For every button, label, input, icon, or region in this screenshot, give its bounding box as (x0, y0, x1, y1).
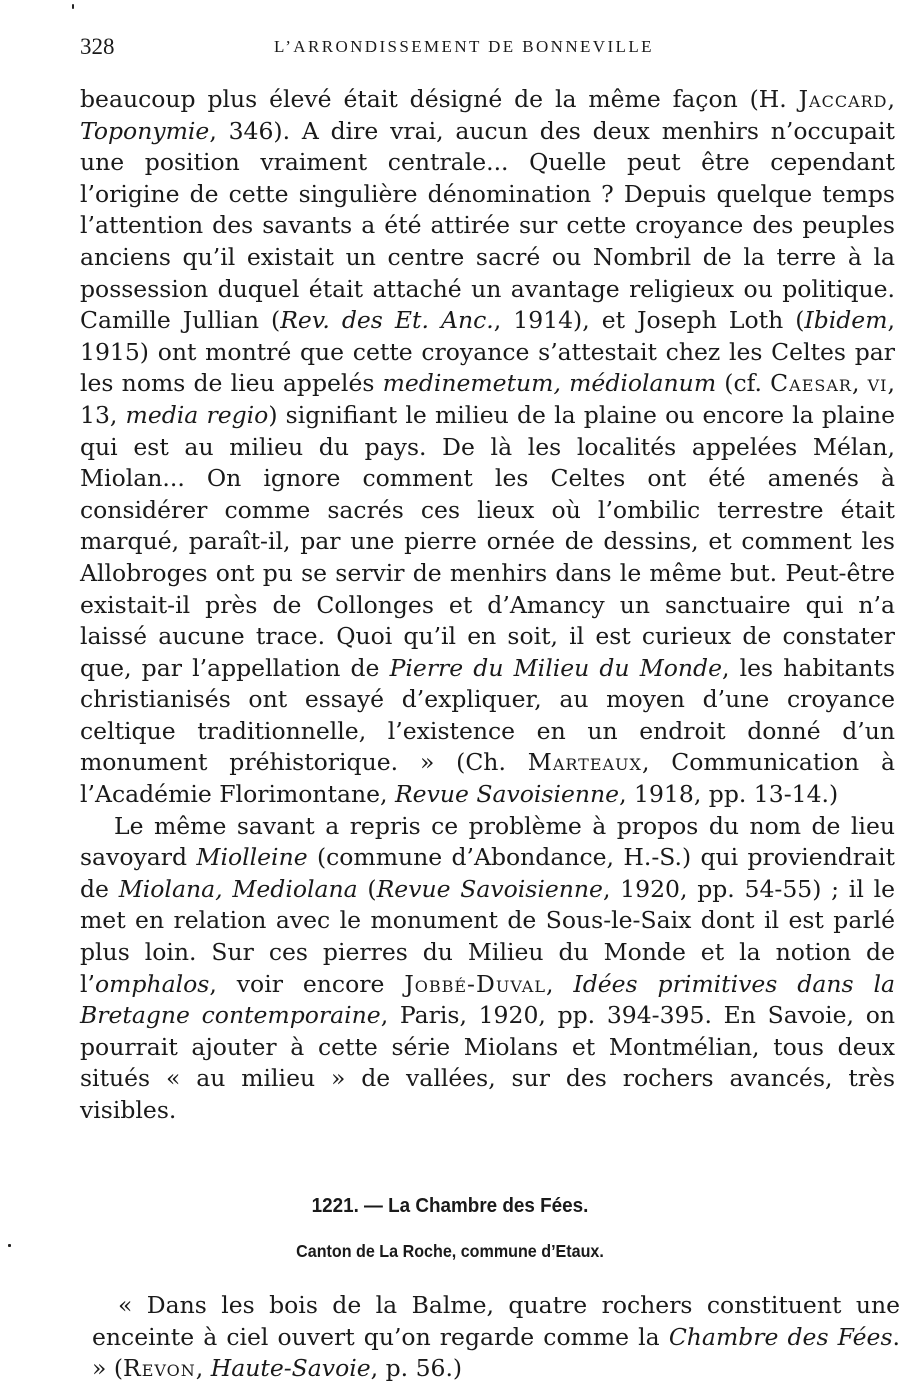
text-run: , p. 56.) (370, 1354, 463, 1383)
journal-title: Revue Savoisienne (376, 874, 603, 903)
paragraph-chambre-des-fees (92, 1290, 900, 1385)
text-run: (cf. (716, 369, 771, 398)
running-head (80, 34, 895, 64)
text-run: , 13, (80, 369, 895, 429)
text-run: , les habitants christianisés ont essayé d’expliquer, au moyen d’une croyance celtique traditionnelle, l’existence en un endroit donné d’un monument préhistorique. » (Ch. (80, 653, 895, 777)
work-title: Idées primitives dans la Bretagne contemporaine (80, 969, 895, 1030)
text-run: beaucoup plus élevé était désigné de la même façon (H. (80, 85, 799, 113)
work-title: Toponymie (80, 116, 210, 145)
text-run: , (545, 969, 574, 998)
place-name: Miolleine (196, 843, 308, 872)
text-run: , 1918, pp. 13-14.) (619, 780, 839, 809)
text-run: , (195, 1354, 211, 1383)
journal-title: Revue Savoisienne (394, 780, 620, 809)
text-run: , 346). A dire vrai, aucun des deux menhirs n’occupait une position vraiment centrale... Quelle peut être cependant l’origine de cette singulière dénomination ? Depuis quelque temps l’attention des savants a été attirée sur cette croyance des peuples anciens qu’il existait un centre sacré ou Nombril de la terre à la possession duquel était attaché un avantage religieux ou politique. Camille Jullian ( (80, 116, 895, 335)
latin-term: Miolana, Mediolana (118, 874, 358, 903)
text-run: , voir encore (209, 969, 405, 998)
scan-speck (8, 1244, 11, 1247)
text-run: , 1915) ont montré que cette croyance s’attestait chez les Celtes par les noms de lieu appelés (80, 306, 895, 398)
text-run: . » ( (92, 1322, 900, 1383)
text-run: , 1914), et Joseph Loth ( (493, 306, 805, 335)
author-name: Caesar (770, 369, 852, 398)
place-name: Chambre des Fées (668, 1322, 893, 1351)
body-text (80, 84, 895, 1127)
work-title: Haute-Savoie (210, 1354, 371, 1383)
quote-text (92, 1290, 900, 1385)
text-run: , Communication à l’Académie Florimontane, (80, 748, 895, 809)
book-number: vi (867, 369, 888, 398)
text-run: , Paris, 1920, pp. 394-395. En Savoie, on pourrait ajouter à cette série Miolans et Montmélian, tous deux situés « au milieu » de vallées, sur des rochers avancés, très visibles. (80, 1001, 895, 1124)
author-name: Jobbé-Duval (404, 969, 546, 998)
text-run: , (887, 85, 895, 113)
author-name: Revon (123, 1354, 196, 1383)
scan-speck (72, 4, 74, 9)
text-run: , (851, 369, 868, 398)
running-title: L’ARRONDISSEMENT DE BONNEVILLE (274, 37, 654, 56)
text-run: , 1920, pp. 54-55) ; il le met en relation avec le monument de Sous-le-Saix dont il est parlé plus loin. Sur ces pierres du Milieu du Monde et la notion de l’ (80, 874, 896, 998)
text-run: (commune d’Abondance, H.-S.) qui proviendrait de (80, 843, 895, 903)
text-run: ) signifiant le milieu de la plaine ou encore la plaine qui est au milieu du pays. De là les localités appelées Mélan, Miolan... On ignore comment les Celtes ont été amenés à considérer comme sacrés ces lieux où l’ombilic terrestre était marqué, paraît-il, par une pierre ornée de dessins, et comment les Allobroges ont pu se servir de menhirs dans le même but. Peut-être existait-il près de Collonges et d’Amancy un sanctuaire qui n’a laissé aucune trace. Quoi qu’il en soit, il est curieux de constater que, par l’appellation de (80, 400, 896, 682)
author-name: Jaccard (798, 85, 888, 113)
text-run: Le même savant a repris ce problème à propos du nom de lieu savoyard (80, 811, 895, 872)
reference-term: Ibidem (804, 306, 888, 335)
paragraph-miolleine (80, 811, 895, 1127)
page-number: 328 (80, 34, 115, 59)
text-run: ( (357, 874, 377, 903)
greek-term: omphalos (95, 969, 210, 998)
journal-title: Rev. des Et. Anc. (280, 306, 494, 335)
section-subheading: Canton de La Roche, commune d’Etaux. (296, 1241, 604, 1261)
text-run: « Dans les bois de la Balme, quatre rochers constituent une enceinte à ciel ouvert qu’on regarde comme la (92, 1291, 900, 1351)
latin-term: media regio (125, 400, 269, 429)
paragraph-marteaux-quote (80, 84, 895, 811)
latin-term: medinemetum, médiolanum (382, 369, 717, 398)
place-name: Pierre du Milieu du Monde (389, 653, 722, 682)
author-name: Marteaux (527, 748, 642, 777)
section-heading: 1221. — La Chambre des Fées. (311, 1194, 589, 1217)
